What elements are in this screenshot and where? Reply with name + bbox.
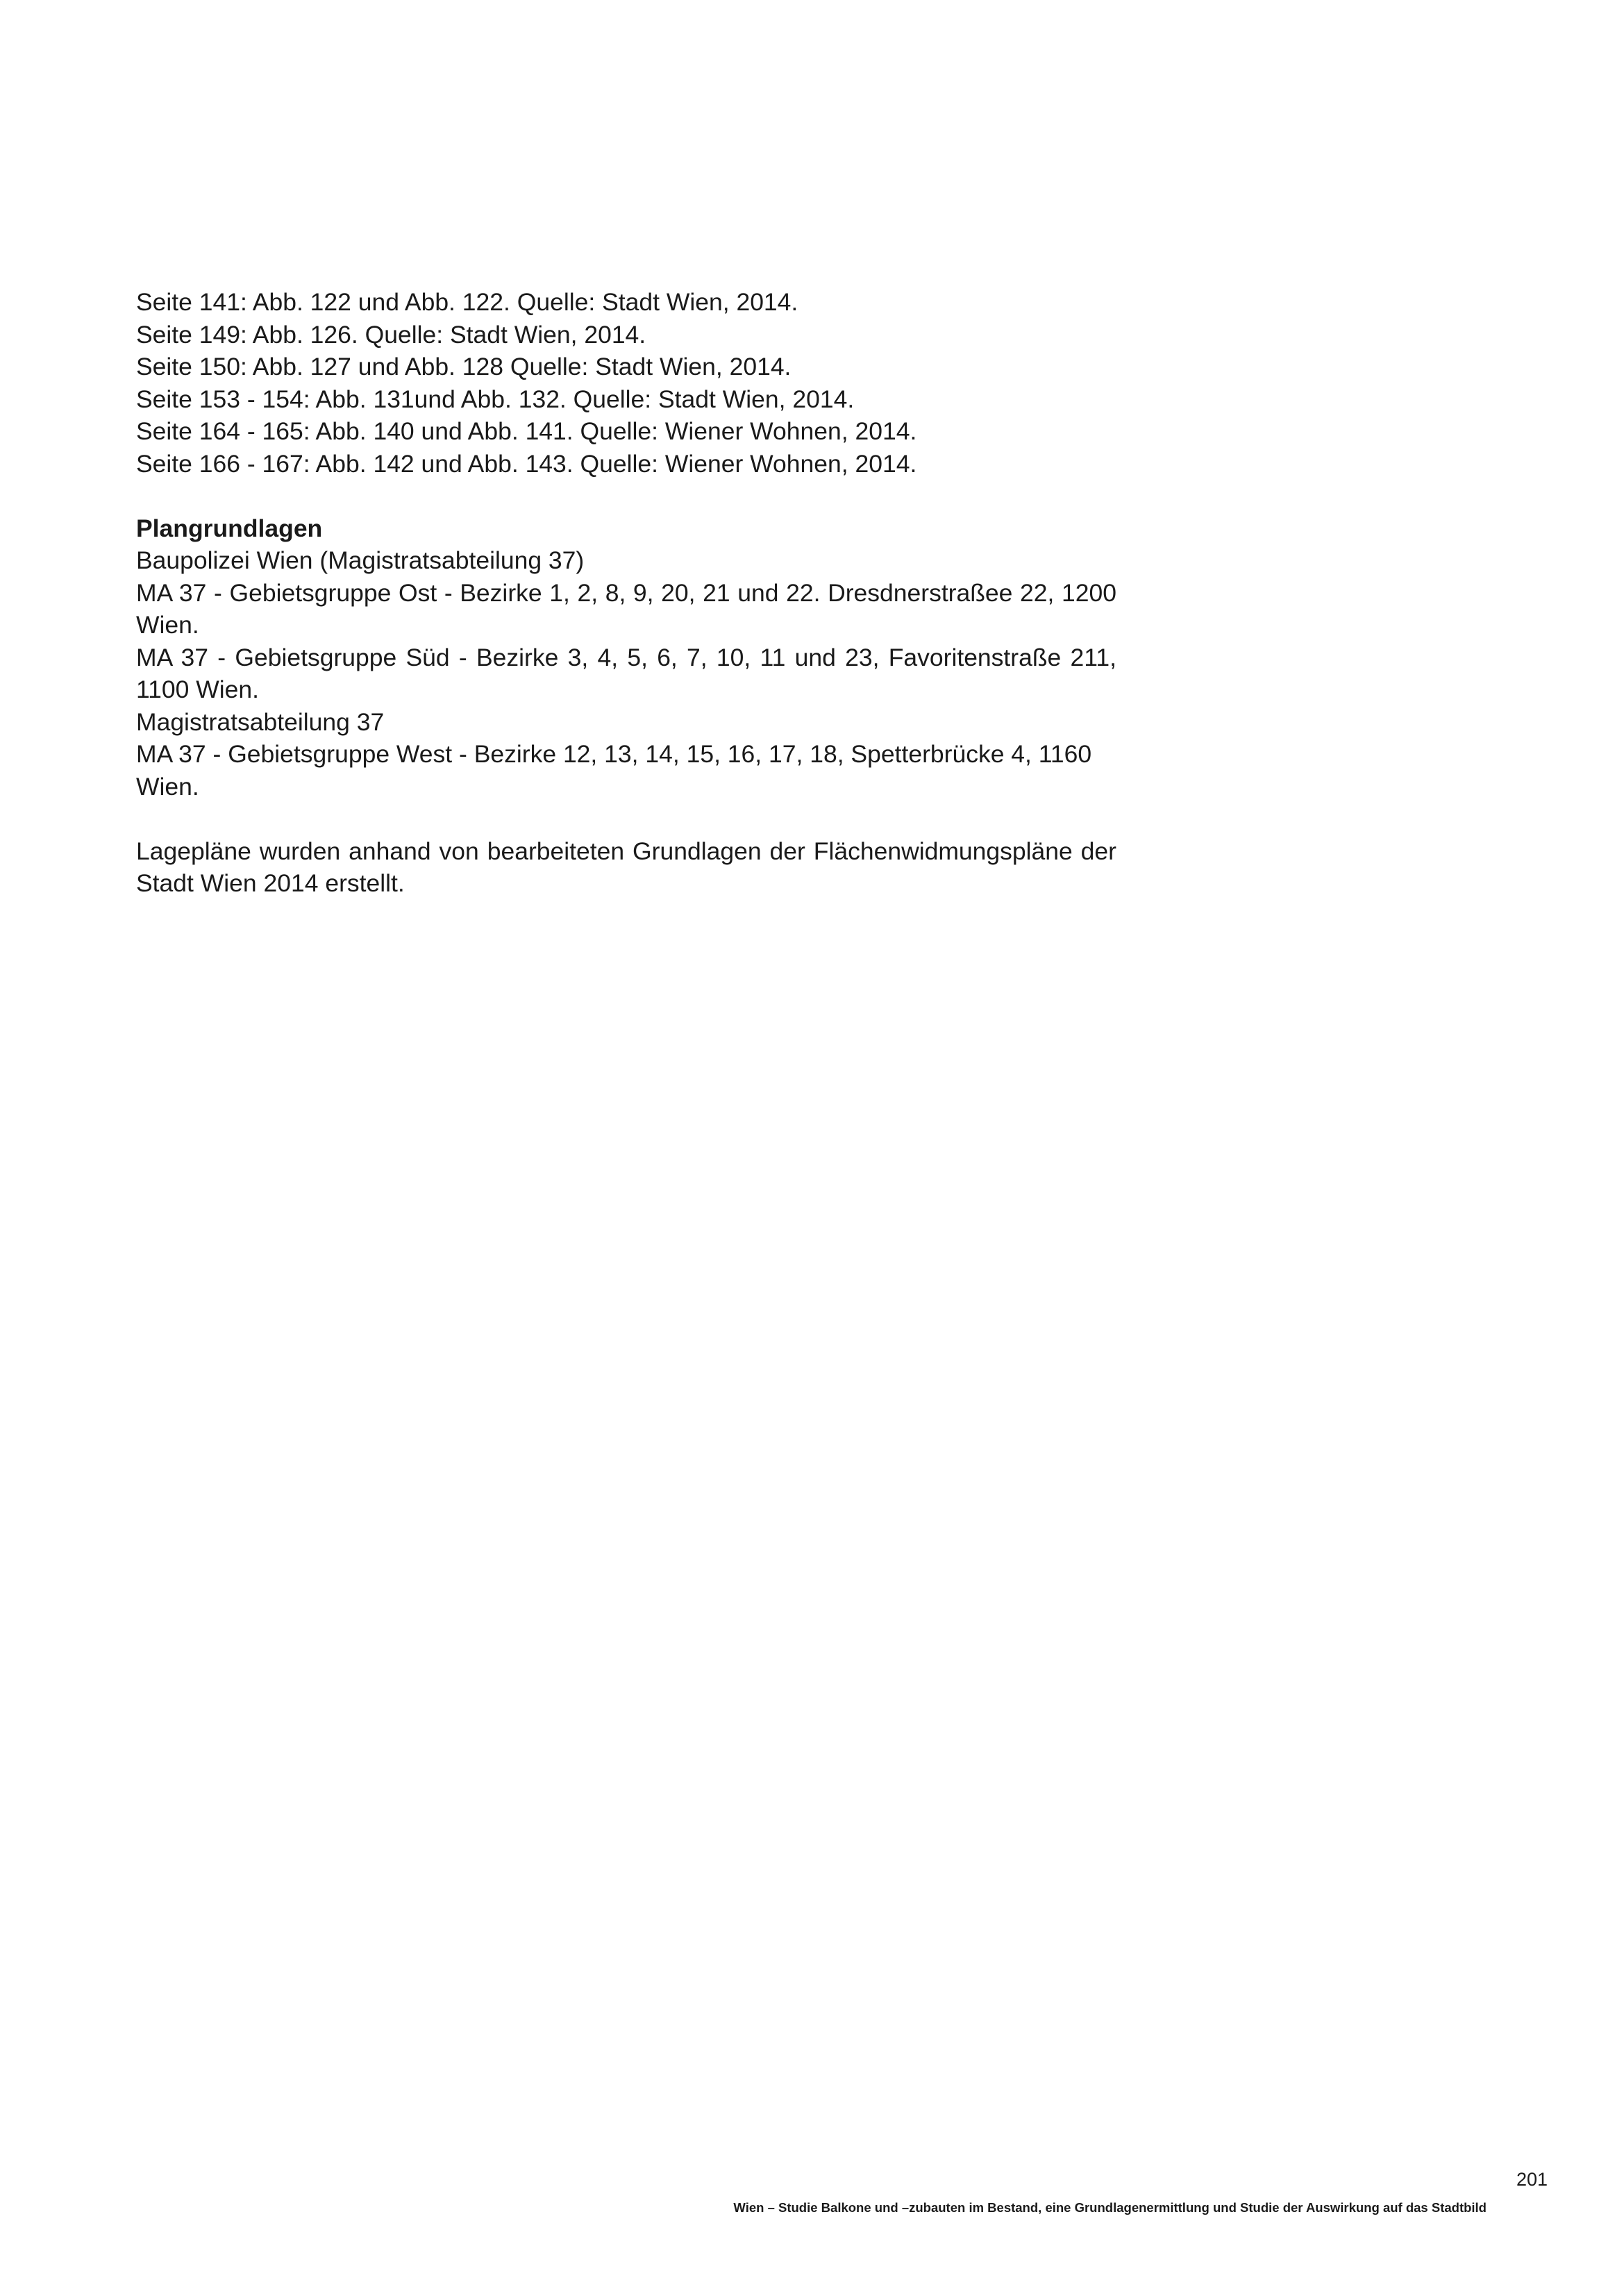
section-heading: Plangrundlagen bbox=[136, 514, 323, 542]
running-footer: Wien – Studie Balkone und –zubauten im Bestand, eine Grundlagenermittlung und Studie der Auswirkung auf das Stadtbild bbox=[733, 2200, 1487, 2215]
document-body bbox=[136, 286, 1116, 900]
image-credit-line: Seite 149: Abb. 126. Quelle: Stadt Wien, 2014. bbox=[136, 320, 646, 349]
image-credit-line: Seite 153 - 154: Abb. 131und Abb. 132. Quelle: Stadt Wien, 2014. bbox=[136, 385, 855, 413]
district-group-south: MA 37 - Gebietsgruppe Süd - Bezirke 3, 4, 5, 6, 7, 10, 11 und 23, Favoritenstraße 211, 1100 Wien. bbox=[136, 643, 1116, 703]
image-credit-line: Seite 141: Abb. 122 und Abb. 122. Quelle: Stadt Wien, 2014. bbox=[136, 288, 798, 316]
image-credits-list bbox=[136, 286, 1116, 480]
image-credit-line: Seite 164 - 165: Abb. 140 und Abb. 141. Quelle: Wiener Wohnen, 2014. bbox=[136, 417, 917, 445]
department-line: Magistratsabteilung 37 bbox=[136, 707, 385, 736]
spacer bbox=[136, 480, 1116, 512]
spacer bbox=[136, 803, 1116, 835]
institution-line: Baupolizei Wien (Magistratsabteilung 37) bbox=[136, 546, 585, 574]
district-group-west: MA 37 - Gebietsgruppe West - Bezirke 12, 13, 14, 15, 16, 17, 18, Spetterbrücke 4, 1160 Wien. bbox=[136, 740, 1092, 801]
site-plan-note: Lagepläne wurden anhand von bearbeiteten Grundlagen der Flächenwidmungspläne der Stadt Wien 2014 erstellt. bbox=[136, 837, 1116, 897]
image-credit-line: Seite 166 - 167: Abb. 142 und Abb. 143. Quelle: Wiener Wohnen, 2014. bbox=[136, 449, 917, 478]
image-credit-line: Seite 150: Abb. 127 und Abb. 128 Quelle: Stadt Wien, 2014. bbox=[136, 353, 792, 380]
plangrundlagen-section bbox=[136, 512, 1116, 803]
district-group-east: MA 37 - Gebietsgruppe Ost - Bezirke 1, 2, 8, 9, 20, 21 und 22. Dresdnerstraßee 22, 1200 Wien. bbox=[136, 578, 1116, 639]
page-number: 201 bbox=[1516, 2169, 1548, 2190]
